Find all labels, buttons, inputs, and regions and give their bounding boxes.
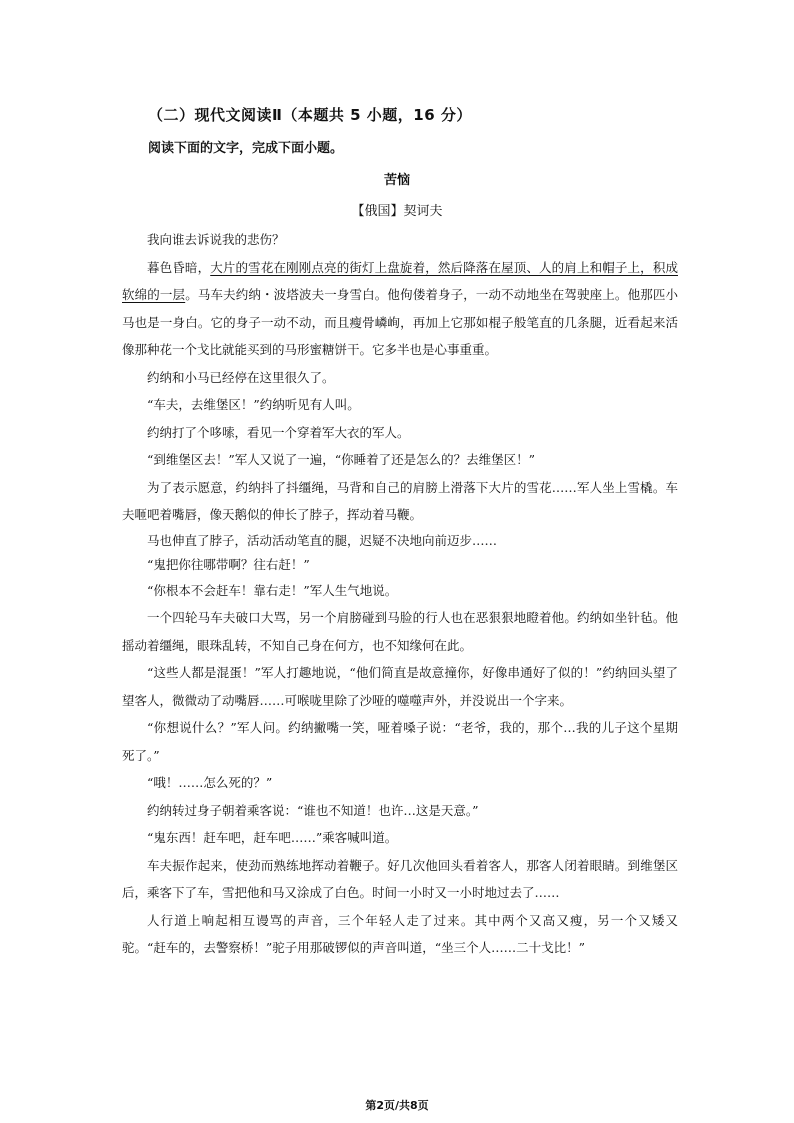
paragraph: 车夫振作起来，使劲而熟练地挥动着鞭子。好几次他回头看着客人，那客人闭着眼睛。到维堡区后，乘客下了车，雪把他和马又涂成了白色。时间一小时又一小时地过去了…… bbox=[122, 857, 678, 900]
paragraph: 我向谁去诉说我的悲伤？ bbox=[147, 232, 285, 247]
paragraph: 为了表示愿意，约纳抖了抖缰绳，马背和自己的肩膀上滑落下大片的雪花……军人坐上雪橇。车夫咂吧着嘴唇，像天鹅似的伸长了脖子，挥动着马鞭。 bbox=[122, 479, 678, 522]
underlined-sentence: 大片的雪花在刚刚点亮的街灯上盘旋着，然后降落在屋顶、人的肩上和帽子上，积成软绵的一层 bbox=[122, 259, 678, 302]
paragraph: 约纳转过身子朝着乘客说：“谁也不知道！也许…这是天意。” bbox=[147, 802, 479, 818]
paragraph: “鬼把你往哪带啊？往右赶！” bbox=[147, 556, 310, 572]
paragraph: “到维堡区去！”军人又说了一遍，“你睡着了还是怎么的？去维堡区！” bbox=[147, 452, 536, 467]
paragraph: “你根本不会赶车！靠右走！”军人生气地说。 bbox=[147, 582, 398, 598]
section-heading: （二）现代文阅读Ⅱ（本题共 5 小题，16 分） bbox=[148, 106, 472, 124]
article-body bbox=[122, 226, 678, 962]
paragraph: 一个四轮马车夫破口大骂，另一个肩膀碰到马脸的行人也在恶狠狠地瞪着他。约纳如坐针毡。他摇动着缰绳，眼珠乱转，不知自己身在何方，也不知缘何在此。 bbox=[122, 610, 678, 653]
paragraph: 人行道上响起相互谩骂的声音，三个年轻人走了过来。其中两个又高又瘦，另一个又矮又驼。“赶车的，去警察桥！”驼子用那破锣似的声音叫道，“坐三个人……二十戈比！” bbox=[122, 912, 678, 955]
paragraph-text: 暮色昏暗， bbox=[147, 259, 211, 275]
page-number: 第2页/共8页 bbox=[365, 1099, 429, 1112]
paragraph bbox=[122, 254, 678, 364]
article-author: 【俄国】契诃夫 bbox=[351, 204, 443, 219]
paragraph: 马也伸直了脖子，活动活动笔直的腿，迟疑不决地向前迈步…… bbox=[147, 532, 498, 548]
paragraph: “鬼东西！赶车吧，赶车吧……”乘客喊叫道。 bbox=[147, 830, 398, 845]
paragraph: 约纳和小马已经停在这里很久了。 bbox=[147, 369, 335, 385]
paragraph-text: 。马车夫约纳・波塔波夫一身雪白。他佝偻着身子，一动不动地坐在驾驶座上。他那匹小马也是一身白。它的身子一动不动，而且瘦骨嶙峋，再加上它那如棍子般笔直的几条腿，近看起来活像那种花一个戈比就能买到的马形蜜糖饼干。它多半也是心事重重。 bbox=[122, 287, 678, 357]
paragraph: “这些人都是混蛋！”军人打趣地说，“他们简直是故意撞你，好像串通好了似的！”约纳回头望了望客人，微微动了动嘴唇……可喉咙里除了沙哑的噬噬声外，并没说出一个字来。 bbox=[122, 665, 678, 708]
paragraph: “哦！……怎么死的？” bbox=[147, 775, 273, 790]
paragraph: 约纳打了个哆嗦，看见一个穿着军大衣的军人。 bbox=[147, 424, 410, 440]
paragraph: “你想说什么？”军人问。约纳撇嘴一笑，哑着嗓子说：“老爷，我的，那个…我的儿子这个星期死了。” bbox=[122, 720, 678, 763]
article-title: 苦恼 bbox=[383, 173, 410, 188]
paragraph: “车夫，去维堡区！”约纳听见有人叫。 bbox=[147, 397, 360, 412]
reading-instruction: 阅读下面的文字，完成下面小题。 bbox=[148, 141, 344, 156]
